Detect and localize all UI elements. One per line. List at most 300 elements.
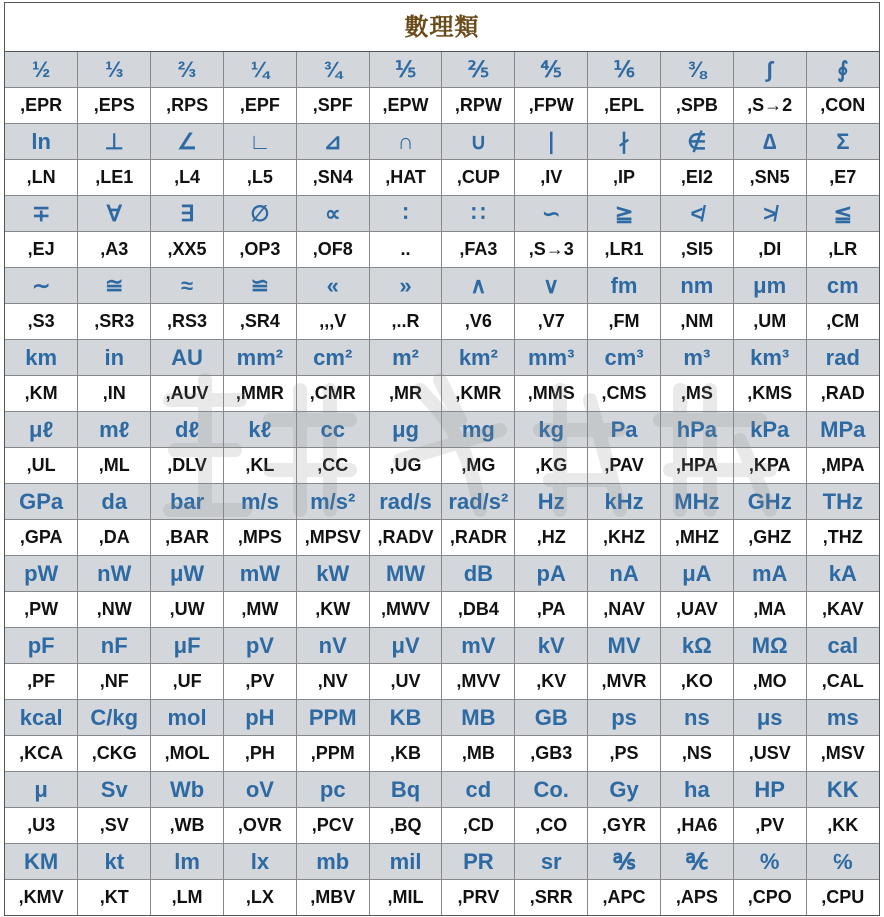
- symbol-cell: ¾: [296, 52, 369, 88]
- symbol-cell: ∃: [151, 196, 224, 232]
- code-cell: ,FA3: [442, 232, 515, 268]
- symbol-cell: MB: [442, 700, 515, 736]
- symbol-cell: mA: [733, 556, 806, 592]
- symbol-cell: km: [5, 340, 78, 376]
- symbol-cell: pA: [515, 556, 588, 592]
- code-cell: ,SPF: [296, 88, 369, 124]
- symbol-cell: ℅: [806, 844, 879, 880]
- code-cell: ,KCA: [5, 736, 78, 772]
- symbol-cell: μW: [151, 556, 224, 592]
- code-cell: ,RPS: [151, 88, 224, 124]
- code-cell: ,IV: [515, 160, 588, 196]
- symbol-cell: m/s: [223, 484, 296, 520]
- code-cell: ,MA: [733, 592, 806, 628]
- code-cell: ,CM: [806, 304, 879, 340]
- code-cell: ,MW: [223, 592, 296, 628]
- symbol-cell: lx: [223, 844, 296, 880]
- symbol-cell: KK: [806, 772, 879, 808]
- symbol-cell: ∶: [369, 196, 442, 232]
- code-cell: ,CKG: [78, 736, 151, 772]
- code-cell: ,NF: [78, 664, 151, 700]
- symbol-cell: ℁: [588, 844, 661, 880]
- code-cell: ,KPA: [733, 448, 806, 484]
- code-cell: ,KB: [369, 736, 442, 772]
- symbol-cell: ln: [5, 124, 78, 160]
- code-cell: ,BQ: [369, 808, 442, 844]
- symbol-cell: ∪: [442, 124, 515, 160]
- code-cell: ,MHZ: [660, 520, 733, 556]
- code-cell: ,L4: [151, 160, 224, 196]
- code-cell: ,DA: [78, 520, 151, 556]
- code-cell: ,DLV: [151, 448, 224, 484]
- symbol-cell: ha: [660, 772, 733, 808]
- code-cell: ,S→2: [733, 88, 806, 124]
- code-cell: ,MPSV: [296, 520, 369, 556]
- code-cell: ,KK: [806, 808, 879, 844]
- code-cell: ,APC: [588, 880, 661, 916]
- symbol-cell: THz: [806, 484, 879, 520]
- code-cell: ,MMS: [515, 376, 588, 412]
- symbol-cell: Bq: [369, 772, 442, 808]
- code-cell: ,MVV: [442, 664, 515, 700]
- code-cell: ,PA: [515, 592, 588, 628]
- code-cell: ,HA6: [660, 808, 733, 844]
- code-cell: ,GPA: [5, 520, 78, 556]
- symbol-row: [5, 340, 879, 376]
- symbol-cell: ∆: [733, 124, 806, 160]
- symbol-cell: PR: [442, 844, 515, 880]
- code-cell: ,MPA: [806, 448, 879, 484]
- code-cell: ,BAR: [151, 520, 224, 556]
- code-cell: ,EPF: [223, 88, 296, 124]
- symbol-cell: mW: [223, 556, 296, 592]
- code-cell: ,KMR: [442, 376, 515, 412]
- symbol-cell: ∟: [223, 124, 296, 160]
- symbol-cell: ≅: [78, 268, 151, 304]
- symbol-cell: »: [369, 268, 442, 304]
- symbol-cell: Pa: [588, 412, 661, 448]
- symbol-row: [5, 844, 879, 880]
- symbol-cell: da: [78, 484, 151, 520]
- symbol-cell: pW: [5, 556, 78, 592]
- symbol-cell: ∮: [806, 52, 879, 88]
- code-cell: ,UV: [369, 664, 442, 700]
- code-cell: ,,,V: [296, 304, 369, 340]
- code-cell: ,DB4: [442, 592, 515, 628]
- symbol-cell: kℓ: [223, 412, 296, 448]
- code-cell: ,THZ: [806, 520, 879, 556]
- symbol-cell: ⊥: [78, 124, 151, 160]
- code-cell: ,GHZ: [733, 520, 806, 556]
- code-cell: ,V6: [442, 304, 515, 340]
- symbol-cell: Σ: [806, 124, 879, 160]
- code-cell: ,PCV: [296, 808, 369, 844]
- symbol-cell: ns: [660, 700, 733, 736]
- code-cell: ,KO: [660, 664, 733, 700]
- code-cell: ,KL: [223, 448, 296, 484]
- symbol-cell: ⅔: [151, 52, 224, 88]
- code-cell: ,CON: [806, 88, 879, 124]
- symbol-cell: cm²: [296, 340, 369, 376]
- symbol-cell: kPa: [733, 412, 806, 448]
- symbol-cell: nm: [660, 268, 733, 304]
- symbol-cell: Sv: [78, 772, 151, 808]
- symbol-cell: pc: [296, 772, 369, 808]
- symbol-code-table: [5, 52, 879, 915]
- code-row: [5, 736, 879, 772]
- code-cell: ,DI: [733, 232, 806, 268]
- symbol-cell: MHz: [660, 484, 733, 520]
- symbol-cell: kt: [78, 844, 151, 880]
- symbol-cell: GHz: [733, 484, 806, 520]
- symbol-cell: ∼: [5, 268, 78, 304]
- symbol-cell: μm: [733, 268, 806, 304]
- symbol-row: [5, 196, 879, 232]
- symbol-cell: ∽: [515, 196, 588, 232]
- code-cell: ,MO: [733, 664, 806, 700]
- symbol-cell: sr: [515, 844, 588, 880]
- symbol-cell: rad/s: [369, 484, 442, 520]
- code-cell: ,LN: [5, 160, 78, 196]
- symbol-cell: cm³: [588, 340, 661, 376]
- symbol-cell: ∣: [515, 124, 588, 160]
- code-row: [5, 88, 879, 124]
- code-cell: ,PH: [223, 736, 296, 772]
- code-cell: ,RADR: [442, 520, 515, 556]
- code-cell: ,SN5: [733, 160, 806, 196]
- symbol-cell: kΩ: [660, 628, 733, 664]
- symbol-row: [5, 412, 879, 448]
- symbol-cell: μg: [369, 412, 442, 448]
- symbol-cell: ⅓: [78, 52, 151, 88]
- code-row: [5, 376, 879, 412]
- symbol-cell: PPM: [296, 700, 369, 736]
- symbol-cell: hPa: [660, 412, 733, 448]
- code-cell: ,USV: [733, 736, 806, 772]
- code-cell: ,SR3: [78, 304, 151, 340]
- code-cell: ,CPO: [733, 880, 806, 916]
- code-cell: ,NW: [78, 592, 151, 628]
- symbol-cell: ⅜: [660, 52, 733, 88]
- symbol-cell: lm: [151, 844, 224, 880]
- code-row: [5, 304, 879, 340]
- code-cell: ,CAL: [806, 664, 879, 700]
- symbol-cell: mol: [151, 700, 224, 736]
- symbol-cell: in: [78, 340, 151, 376]
- code-cell: ,KM: [5, 376, 78, 412]
- symbol-cell: nV: [296, 628, 369, 664]
- code-cell: ,MSV: [806, 736, 879, 772]
- code-cell: ,RPW: [442, 88, 515, 124]
- code-cell: ,EI2: [660, 160, 733, 196]
- symbol-cell: μℓ: [5, 412, 78, 448]
- symbol-cell: ½: [5, 52, 78, 88]
- code-cell: ,PPM: [296, 736, 369, 772]
- symbol-row: [5, 484, 879, 520]
- symbol-cell: mℓ: [78, 412, 151, 448]
- symbol-cell: m/s²: [296, 484, 369, 520]
- symbol-cell: ≧: [588, 196, 661, 232]
- symbol-cell: ∅: [223, 196, 296, 232]
- symbol-cell: Co.: [515, 772, 588, 808]
- code-cell: ,MVR: [588, 664, 661, 700]
- code-cell: ,SI5: [660, 232, 733, 268]
- code-cell: ,GYR: [588, 808, 661, 844]
- symbol-cell: C/kg: [78, 700, 151, 736]
- code-cell: ,UL: [5, 448, 78, 484]
- code-cell: ,CO: [515, 808, 588, 844]
- code-cell: ,UF: [151, 664, 224, 700]
- code-cell: ,OP3: [223, 232, 296, 268]
- symbol-cell: ∨: [515, 268, 588, 304]
- code-cell: ,PF: [5, 664, 78, 700]
- symbol-cell: ps: [588, 700, 661, 736]
- symbol-cell: bar: [151, 484, 224, 520]
- symbol-cell: nA: [588, 556, 661, 592]
- symbol-cell: m³: [660, 340, 733, 376]
- code-cell: ,KMS: [733, 376, 806, 412]
- symbol-cell: ⅕: [369, 52, 442, 88]
- code-cell: ,V7: [515, 304, 588, 340]
- code-row: [5, 160, 879, 196]
- code-cell: ,LR1: [588, 232, 661, 268]
- code-cell: ,SV: [78, 808, 151, 844]
- symbol-cell: HP: [733, 772, 806, 808]
- symbol-cell: μF: [151, 628, 224, 664]
- code-cell: ,CPU: [806, 880, 879, 916]
- symbol-cell: GB: [515, 700, 588, 736]
- code-row: [5, 808, 879, 844]
- symbol-cell: μV: [369, 628, 442, 664]
- symbol-cell: μ: [5, 772, 78, 808]
- code-cell: ,L5: [223, 160, 296, 196]
- symbol-cell: ℀: [660, 844, 733, 880]
- code-cell: ,UM: [733, 304, 806, 340]
- code-cell: ,MMR: [223, 376, 296, 412]
- symbol-cell: GPa: [5, 484, 78, 520]
- code-cell: ,MWV: [369, 592, 442, 628]
- symbol-cell: Wb: [151, 772, 224, 808]
- symbol-row: [5, 556, 879, 592]
- symbol-cell: rad: [806, 340, 879, 376]
- code-cell: ,EPR: [5, 88, 78, 124]
- symbol-row: [5, 268, 879, 304]
- symbol-cell: MΩ: [733, 628, 806, 664]
- symbol-cell: fm: [588, 268, 661, 304]
- code-cell: ,NAV: [588, 592, 661, 628]
- code-cell: ,HAT: [369, 160, 442, 196]
- code-cell: ,WB: [151, 808, 224, 844]
- symbol-cell: cm: [806, 268, 879, 304]
- code-cell: ,PS: [588, 736, 661, 772]
- code-row: [5, 880, 879, 916]
- symbol-cell: ≯: [733, 196, 806, 232]
- symbol-cell: kV: [515, 628, 588, 664]
- code-cell: ,XX5: [151, 232, 224, 268]
- symbol-cell: dℓ: [151, 412, 224, 448]
- symbol-cell: MV: [588, 628, 661, 664]
- symbol-cell: %: [733, 844, 806, 880]
- symbol-cell: km²: [442, 340, 515, 376]
- code-cell: ,EPL: [588, 88, 661, 124]
- symbol-cell: ≦: [806, 196, 879, 232]
- code-cell: ,HPA: [660, 448, 733, 484]
- code-cell: ,KV: [515, 664, 588, 700]
- code-cell: ,RAD: [806, 376, 879, 412]
- code-cell: ,MS: [660, 376, 733, 412]
- code-cell: ,MR: [369, 376, 442, 412]
- code-cell: ,KAV: [806, 592, 879, 628]
- symbol-cell: ∤: [588, 124, 661, 160]
- code-cell: ,CD: [442, 808, 515, 844]
- symbol-cell: ∀: [78, 196, 151, 232]
- symbol-cell: kA: [806, 556, 879, 592]
- code-cell: ,KW: [296, 592, 369, 628]
- symbol-cell: ¼: [223, 52, 296, 88]
- code-cell: ,IN: [78, 376, 151, 412]
- symbol-cell: ∠: [151, 124, 224, 160]
- code-cell: ,MG: [442, 448, 515, 484]
- code-cell: ,PW: [5, 592, 78, 628]
- symbol-cell: nF: [78, 628, 151, 664]
- code-row: [5, 520, 879, 556]
- code-cell: ,SRR: [515, 880, 588, 916]
- code-cell: ,LE1: [78, 160, 151, 196]
- code-cell: ,PV: [223, 664, 296, 700]
- symbol-cell: ms: [806, 700, 879, 736]
- code-cell: ,MB: [442, 736, 515, 772]
- symbol-cell: kW: [296, 556, 369, 592]
- code-cell: ,LX: [223, 880, 296, 916]
- code-cell: ,CC: [296, 448, 369, 484]
- symbol-cell: kHz: [588, 484, 661, 520]
- code-cell: ,SR4: [223, 304, 296, 340]
- symbol-cell: ∓: [5, 196, 78, 232]
- code-cell: ,MIL: [369, 880, 442, 916]
- symbol-cell: ∧: [442, 268, 515, 304]
- symbol-cell: ∝: [296, 196, 369, 232]
- code-cell: ,KHZ: [588, 520, 661, 556]
- symbol-row: [5, 628, 879, 664]
- code-cell: ,APS: [660, 880, 733, 916]
- symbol-cell: pH: [223, 700, 296, 736]
- symbol-cell: mm³: [515, 340, 588, 376]
- code-cell: ,U3: [5, 808, 78, 844]
- code-cell: ,UG: [369, 448, 442, 484]
- code-cell: ,EPS: [78, 88, 151, 124]
- symbol-cell: AU: [151, 340, 224, 376]
- symbol-cell: pV: [223, 628, 296, 664]
- symbol-cell: MW: [369, 556, 442, 592]
- code-cell: ,CUP: [442, 160, 515, 196]
- symbol-cell: dB: [442, 556, 515, 592]
- symbol-cell: mg: [442, 412, 515, 448]
- symbol-cell: ⅘: [515, 52, 588, 88]
- symbol-cell: mm²: [223, 340, 296, 376]
- code-cell: ,LR: [806, 232, 879, 268]
- code-cell: ,KT: [78, 880, 151, 916]
- symbol-cell: ∉: [660, 124, 733, 160]
- symbol-cell: oV: [223, 772, 296, 808]
- code-cell: ,EJ: [5, 232, 78, 268]
- symbol-cell: ≮: [660, 196, 733, 232]
- code-cell: ,MOL: [151, 736, 224, 772]
- code-row: [5, 232, 879, 268]
- code-row: [5, 592, 879, 628]
- symbol-cell: KB: [369, 700, 442, 736]
- symbol-cell: ≌: [223, 268, 296, 304]
- symbol-cell: rad/s²: [442, 484, 515, 520]
- code-cell: ,FM: [588, 304, 661, 340]
- symbol-cell: ⅖: [442, 52, 515, 88]
- code-cell: ,NM: [660, 304, 733, 340]
- code-cell: ,UW: [151, 592, 224, 628]
- code-cell: ,LM: [151, 880, 224, 916]
- symbol-row: [5, 700, 879, 736]
- code-cell: ,RS3: [151, 304, 224, 340]
- code-row: [5, 448, 879, 484]
- code-cell: ,NS: [660, 736, 733, 772]
- symbol-cell: Gy: [588, 772, 661, 808]
- code-cell: ,UAV: [660, 592, 733, 628]
- code-cell: ,KMV: [5, 880, 78, 916]
- code-cell: ,PRV: [442, 880, 515, 916]
- code-cell: ,IP: [588, 160, 661, 196]
- symbol-cell: cd: [442, 772, 515, 808]
- symbol-cell: ∫: [733, 52, 806, 88]
- code-cell: ,GB3: [515, 736, 588, 772]
- code-cell: ,AUV: [151, 376, 224, 412]
- symbol-cell: kcal: [5, 700, 78, 736]
- symbol-cell: mil: [369, 844, 442, 880]
- symbol-cell: cal: [806, 628, 879, 664]
- code-row: [5, 664, 879, 700]
- code-cell: ,HZ: [515, 520, 588, 556]
- code-cell: ,OVR: [223, 808, 296, 844]
- code-cell: ,RADV: [369, 520, 442, 556]
- symbol-cell: pF: [5, 628, 78, 664]
- symbol-row: [5, 52, 879, 88]
- symbol-cell: m²: [369, 340, 442, 376]
- symbol-cell: ∷: [442, 196, 515, 232]
- symbol-cell: nW: [78, 556, 151, 592]
- symbol-cell: μA: [660, 556, 733, 592]
- symbol-cell: ≈: [151, 268, 224, 304]
- symbol-cell: ∩: [369, 124, 442, 160]
- symbol-cell: «: [296, 268, 369, 304]
- symbol-cell: km³: [733, 340, 806, 376]
- code-cell: ,MPS: [223, 520, 296, 556]
- code-cell: ,SN4: [296, 160, 369, 196]
- code-cell: ,FPW: [515, 88, 588, 124]
- table-body: [5, 52, 879, 915]
- symbol-cell: μs: [733, 700, 806, 736]
- symbol-cell: ⊿: [296, 124, 369, 160]
- symbol-cell: Hz: [515, 484, 588, 520]
- symbol-cell: KM: [5, 844, 78, 880]
- code-cell: ,..R: [369, 304, 442, 340]
- code-cell: ,ML: [78, 448, 151, 484]
- symbol-cell: mb: [296, 844, 369, 880]
- symbol-row: [5, 124, 879, 160]
- code-cell: ,MBV: [296, 880, 369, 916]
- code-cell: ,PAV: [588, 448, 661, 484]
- code-cell: ,PV: [733, 808, 806, 844]
- symbol-cell: mV: [442, 628, 515, 664]
- code-cell: ,CMR: [296, 376, 369, 412]
- code-cell: ,OF8: [296, 232, 369, 268]
- code-cell: ,A3: [78, 232, 151, 268]
